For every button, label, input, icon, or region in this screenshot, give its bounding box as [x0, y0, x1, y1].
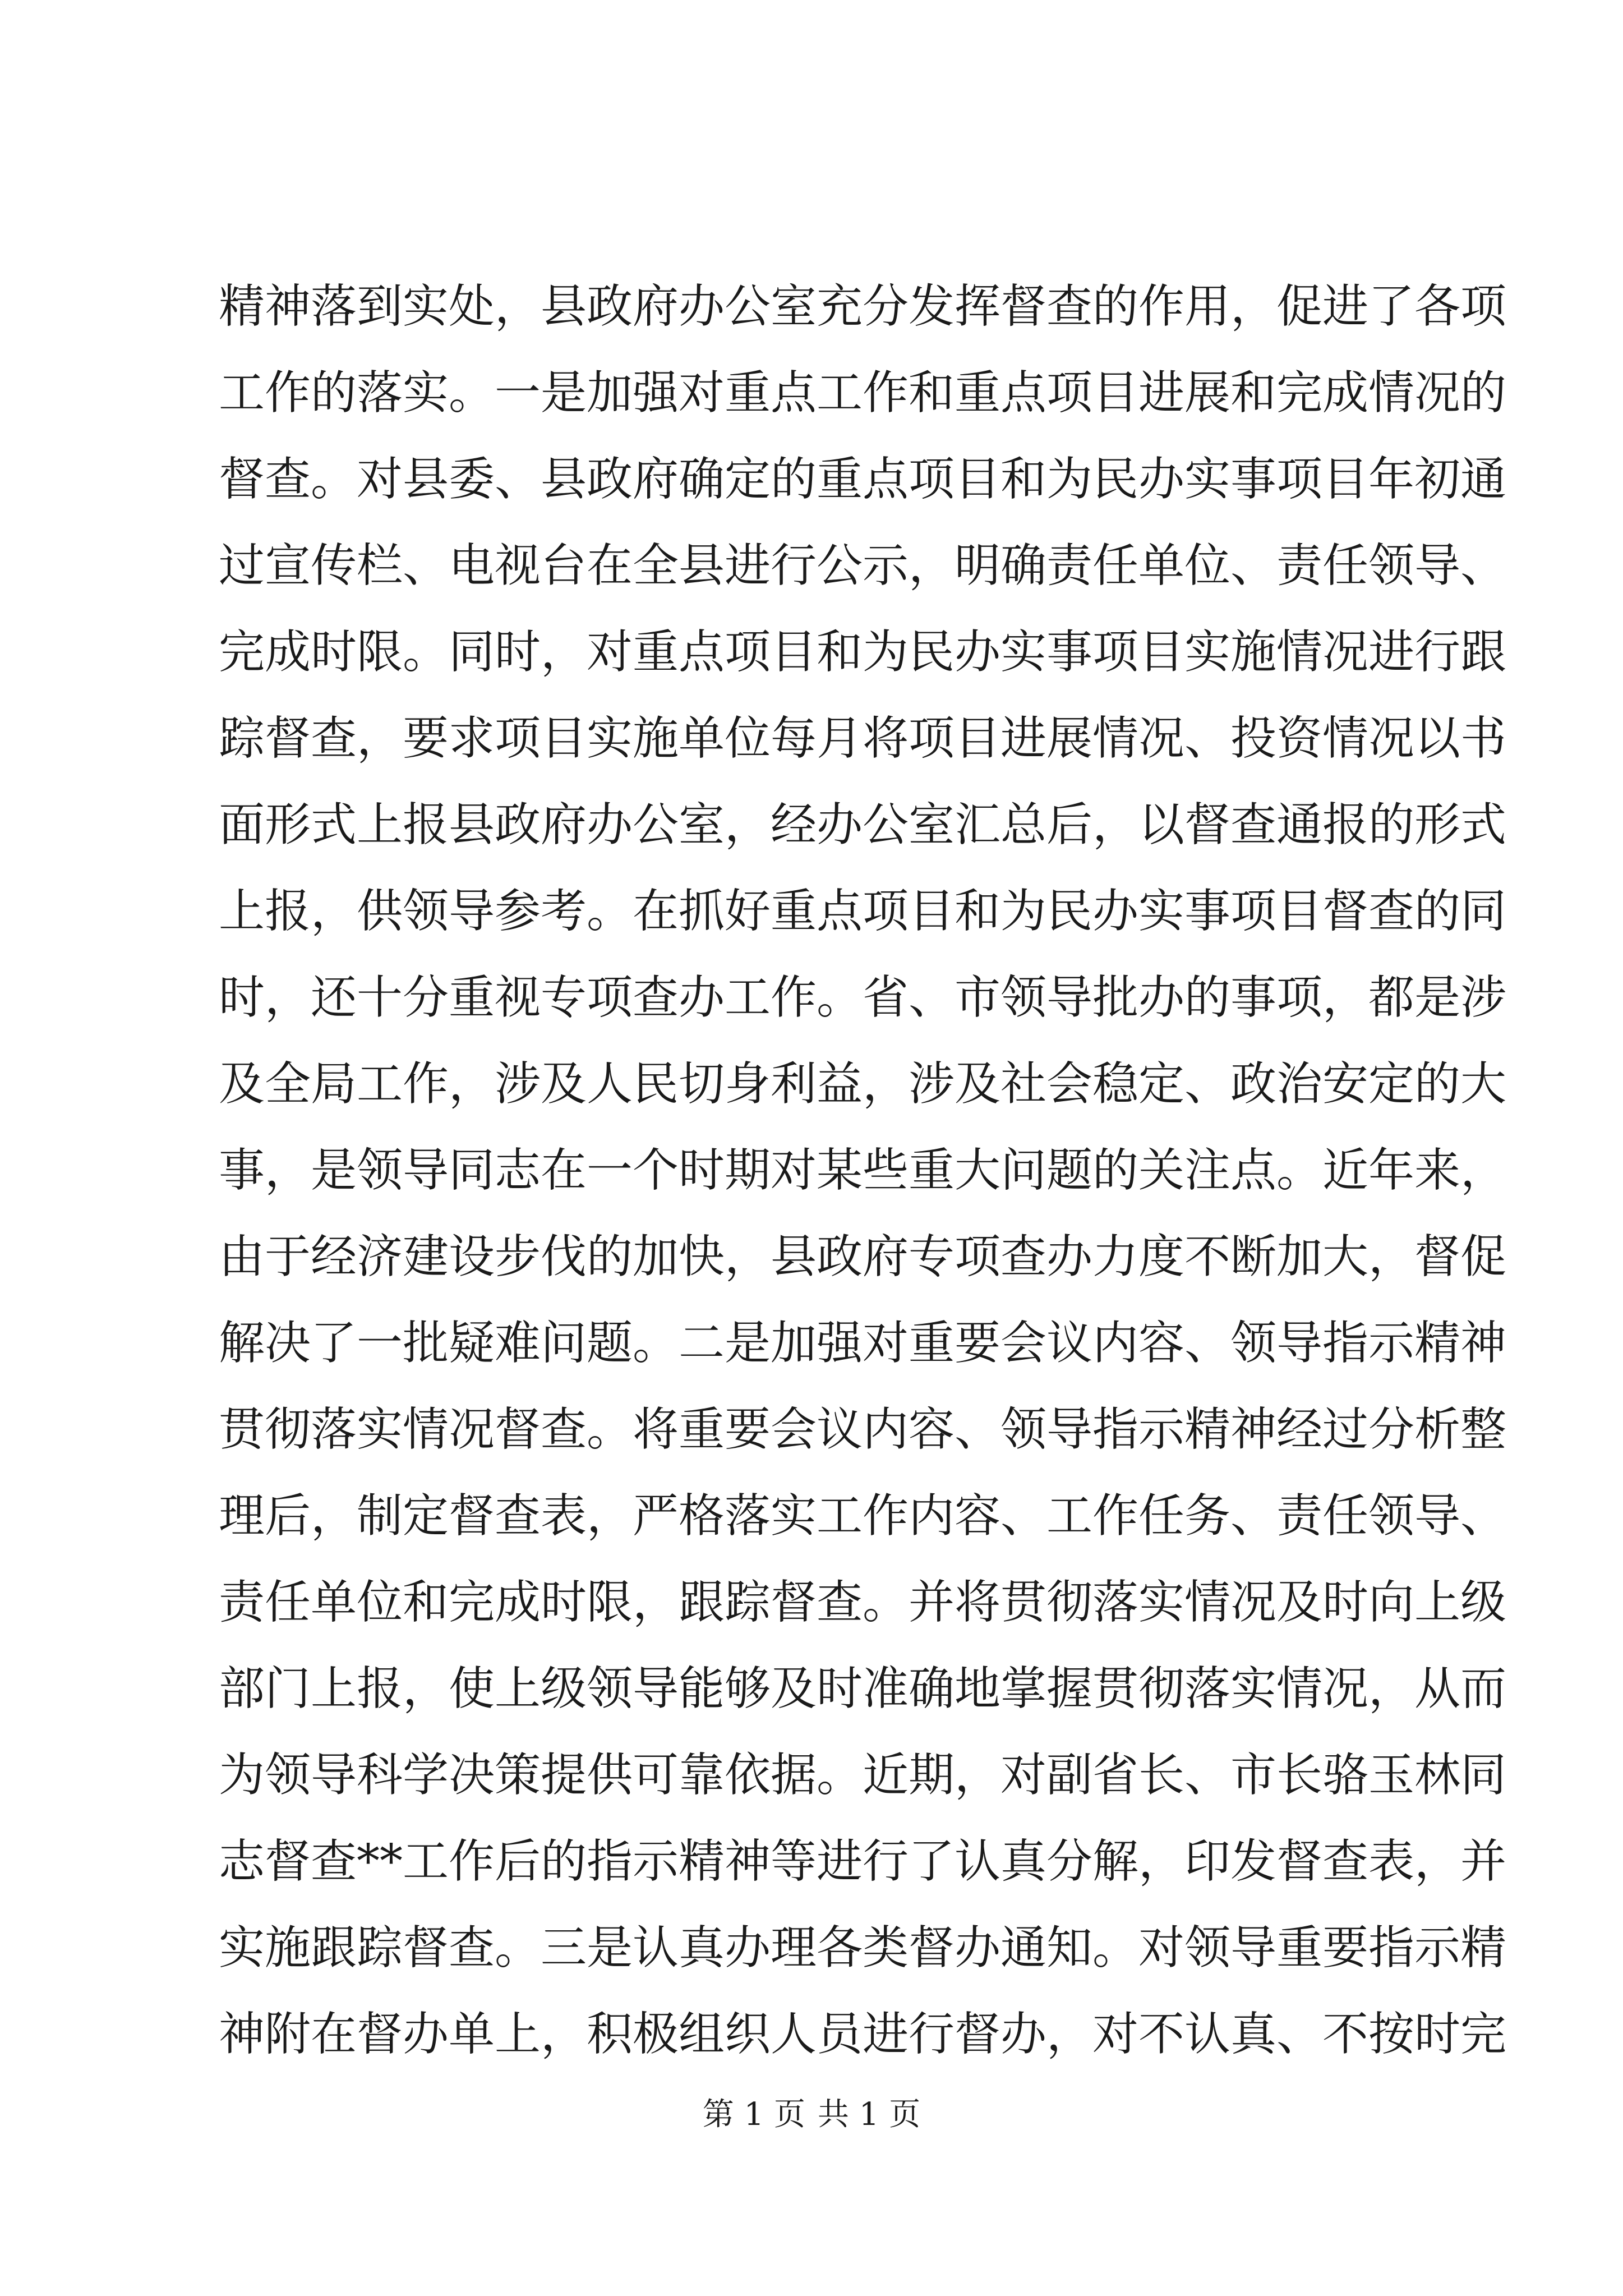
text-line: 踪督查，要求项目实施单位每月将项目进展情况、投资情况以书	[219, 712, 1507, 765]
page-total: 共 1 页	[818, 2096, 921, 2133]
text-line: 贯彻落实情况督查。将重要会议内容、领导指示精神经过分析整	[219, 1403, 1507, 1456]
body-text	[219, 264, 1507, 2078]
text-line: 事，是领导同志在一个时期对某些重大问题的关注点。近年来，	[219, 1144, 1507, 1197]
text-line: 部门上报，使上级领导能够及时准确地掌握贯彻落实情况，从而	[219, 1662, 1507, 1715]
text-line: 工作的落实。一是加强对重点工作和重点项目进展和完成情况的	[219, 366, 1507, 420]
text-line: 时，还十分重视专项查办工作。省、市领导批办的事项，都是涉	[219, 971, 1507, 1024]
text-line: 为领导科学决策提供可靠依据。近期，对副省长、市长骆玉林同	[219, 1749, 1507, 1802]
text-line: 由于经济建设步伐的加快，县政府专项查办力度不断加大，督促	[219, 1230, 1507, 1283]
text-line: 神附在督办单上，积极组织人员进行督办，对不认真、不按时完	[219, 2008, 1507, 2061]
text-line: 精神落到实处，县政府办公室充分发挥督查的作用，促进了各项	[219, 280, 1507, 333]
text-line: 志督查**工作后的指示精神等进行了认真分解，印发督查表，并	[219, 1835, 1507, 1888]
text-line: 责任单位和完成时限，跟踪督查。并将贯彻落实情况及时向上级	[219, 1576, 1507, 1629]
text-line: 及全局工作，涉及人民切身利益，涉及社会稳定、政治安定的大	[219, 1057, 1507, 1111]
text-line: 理后，制定督查表，严格落实工作内容、工作任务、责任领导、	[219, 1489, 1507, 1543]
text-line: 督查。对县委、县政府确定的重点项目和为民办实事项目年初通	[219, 453, 1507, 506]
text-line: 面形式上报县政府办公室，经办公室汇总后，以督查通报的形式	[219, 798, 1507, 852]
page-number: 第 1 页	[702, 2096, 805, 2133]
text-line: 过宣传栏、电视台在全县进行公示，明确责任单位、责任领导、	[219, 539, 1507, 592]
text-line: 解决了一批疑难问题。二是加强对重要会议内容、领导指示精神	[219, 1317, 1507, 1370]
page-footer	[0, 2095, 1623, 2134]
text-line: 实施跟踪督查。三是认真办理各类督办通知。对领导重要指示精	[219, 1921, 1507, 1975]
text-line: 完成时限。同时，对重点项目和为民办实事项目实施情况进行跟	[219, 625, 1507, 679]
text-line: 上报，供领导参考。在抓好重点项目和为民办实事项目督查的同	[219, 885, 1507, 938]
